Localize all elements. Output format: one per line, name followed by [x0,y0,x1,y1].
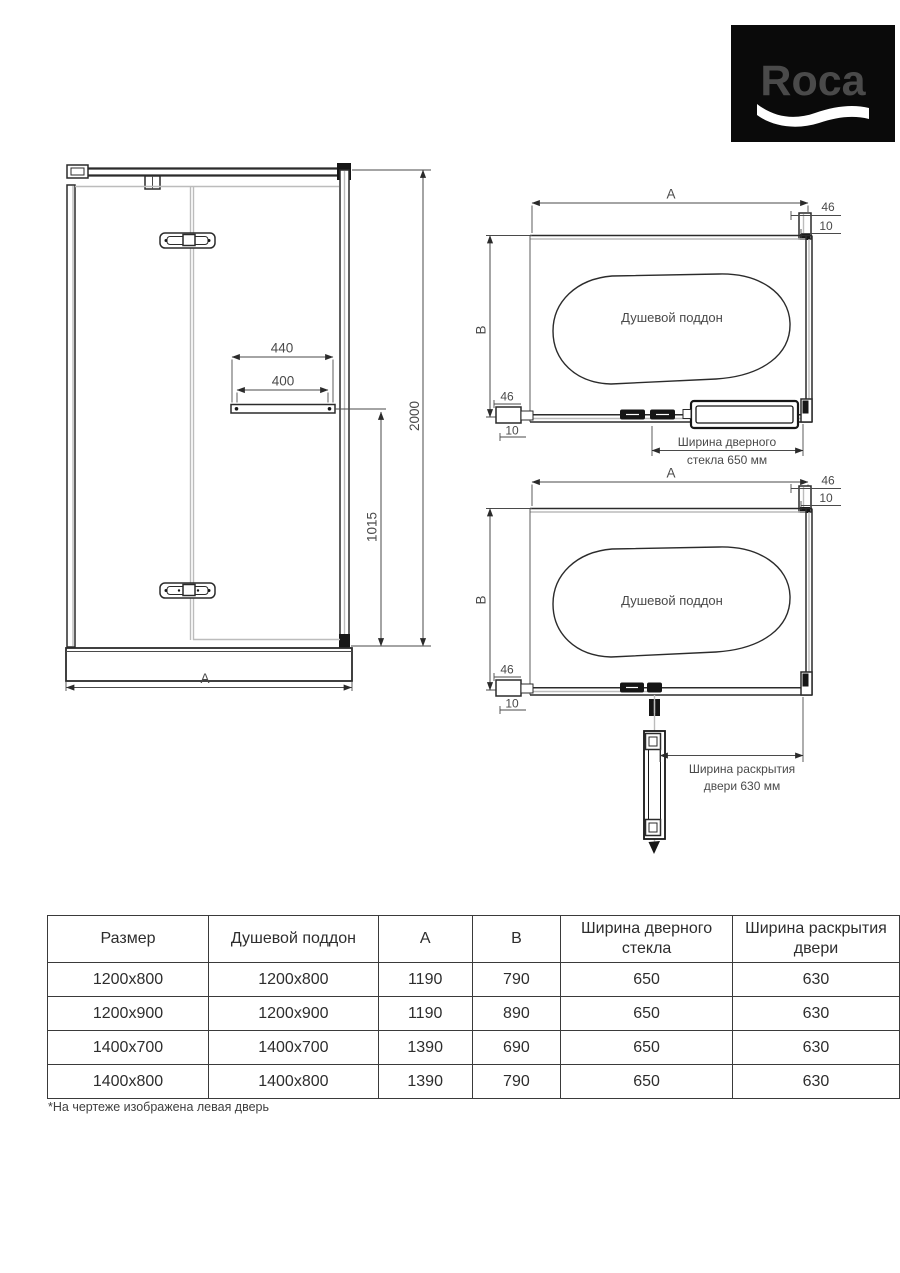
dim-2000-label: 2000 [407,400,422,432]
dim-400 [237,374,328,403]
cell-b: 790 [472,1065,561,1099]
table-row [48,1065,900,1099]
dim-630-opening-width [660,697,803,793]
tray-label-open: Душевой поддон [621,593,723,608]
cell-a: 1390 [378,1065,472,1099]
corner-profile-bottom-right-closed [801,399,812,422]
door-handle-plan-closed [683,401,798,428]
cell-tray: 1400x700 [209,1031,379,1065]
dim-650-label-line2: стекла 650 мм [686,453,768,467]
footnote: *На чертеже изображена левая дверь [48,1100,270,1114]
dim-10-tr-label: 10 [819,219,833,233]
col-header-tray: Душевой поддон [209,916,379,963]
dim-650-label-line1: Ширина дверного [677,435,777,449]
dim-1015-label: 1015 [364,511,380,543]
dim-2000 [351,170,431,646]
dim-10-bl-label: 10 [505,423,519,438]
dim-10-bottom-left-open [500,697,526,715]
cell-glass-width: 650 [561,1031,733,1065]
roca-logo-art [731,25,895,142]
dim-46-bl-label: 46 [500,389,514,404]
cell-b: 790 [472,963,561,997]
cell-size: 1400x800 [48,1065,209,1099]
cell-tray: 1400x800 [209,1065,379,1099]
dim-A-elevation-label: A [200,671,210,686]
roca-logo-wave [757,104,869,127]
cell-b: 890 [472,997,561,1031]
table-row [48,1031,900,1065]
dim-46-tr-open-label: 46 [821,473,835,488]
dim-A-plan-open-label: A [666,465,676,481]
cell-size: 1400x700 [48,1031,209,1065]
col-header-size: Размер [48,916,209,963]
open-door [644,695,665,854]
cell-opening-width: 630 [732,1065,899,1099]
col-header-opening-width: Ширина раскрытия двери [732,916,899,963]
dim-10-bottom-left [500,424,526,442]
cell-opening-width: 630 [732,1031,899,1065]
hinge-top [160,233,215,248]
cell-glass-width: 650 [561,1065,733,1099]
corner-profile-bottom-left-open [496,680,533,696]
col-header-glass-width: Ширина дверного стекла [561,916,733,963]
door-swing-arrow [649,841,661,854]
cell-opening-width: 630 [732,997,899,1031]
dim-630-label-line1: Ширина раскрытия [688,762,796,776]
dim-46-tr-label: 46 [821,200,835,214]
cell-size: 1200x900 [48,997,209,1031]
plan-door-closed-drawing [470,185,870,475]
cell-b: 690 [472,1031,561,1065]
col-header-a: A [378,916,472,963]
cell-a: 1190 [378,997,472,1031]
cell-tray: 1200x800 [209,963,379,997]
dim-440-label: 440 [270,340,294,356]
cell-glass-width: 650 [561,963,733,997]
dim-630-label-line2: двери 630 мм [703,779,781,793]
dimensions-table [47,915,900,1099]
elevation-drawing [45,148,445,708]
plan-door-open-drawing [470,460,870,870]
dim-440 [232,341,333,403]
cell-glass-width: 650 [561,997,733,1031]
roca-logo-text: Roca [760,57,866,105]
tray-label-closed: Душевой поддон [621,310,723,325]
dim-46-bottom-left-open [494,663,521,682]
dim-46-bottom-left [494,390,521,409]
dim-400-label: 400 [271,373,295,389]
dim-B-plan-closed-label: B [473,325,489,335]
dim-A-plan-open [532,466,808,507]
cell-size: 1200x800 [48,963,209,997]
cell-a: 1390 [378,1031,472,1065]
dim-46-bl-open-label: 46 [500,662,514,677]
corner-profile-bottom-right-open [801,672,812,695]
handle-bar [231,405,335,414]
dim-B-plan-open-label: B [473,595,489,605]
dim-10-tr-open-label: 10 [819,491,833,505]
door-hinges-plan-open [620,683,662,717]
dim-10-bl-open-label: 10 [505,696,519,711]
hinge-bottom [160,583,215,598]
enclosure-walls-closed [530,235,812,422]
cell-opening-width: 630 [732,963,899,997]
roca-logo [731,25,895,142]
dim-A-plan-closed [532,187,808,234]
shower-tray-outline-closed [553,274,790,384]
shower-tray-outline-open [553,547,790,657]
cell-a: 1190 [378,963,472,997]
dim-A-plan-closed-label: A [666,186,676,202]
table-row [48,997,900,1031]
col-header-b: B [472,916,561,963]
table-row [48,963,900,997]
corner-profile-bottom-left [496,407,533,423]
table-header-row [48,916,900,963]
cell-tray: 1200x900 [209,997,379,1031]
